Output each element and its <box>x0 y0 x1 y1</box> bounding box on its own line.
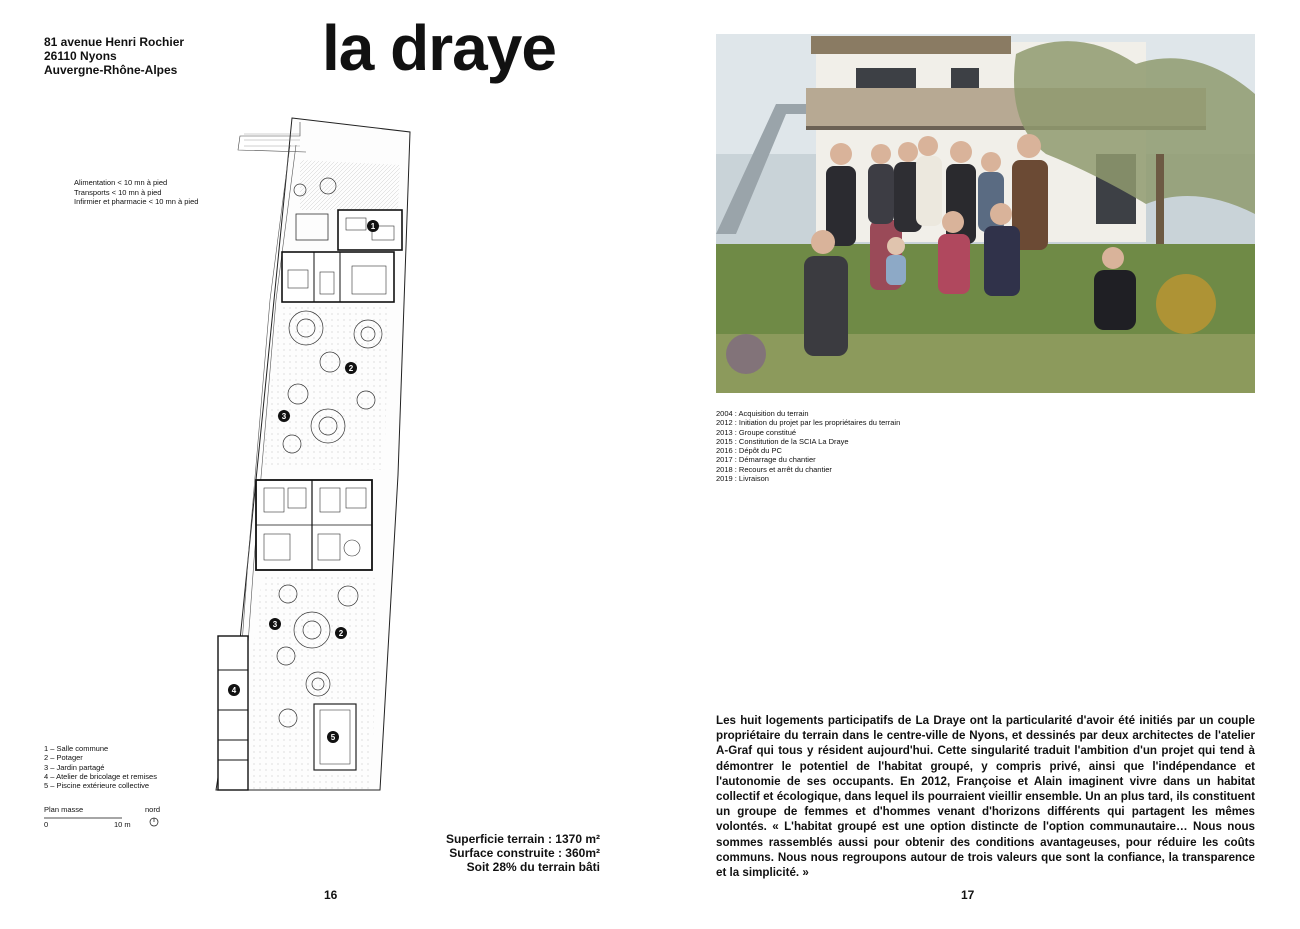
north-label: nord <box>145 805 161 814</box>
legend-item: 3 – Jardin partagé <box>44 762 105 772</box>
stat-line: Superficie terrain : 1370 m² <box>445 832 600 846</box>
right-page <box>650 0 1300 929</box>
timeline-item: 2012 : Initiation du projet par les propriétaires du terrain <box>716 418 901 428</box>
stat-line: Surface construite : 360m² <box>449 846 600 860</box>
marker-2b: 2 <box>338 629 344 638</box>
timeline-item: 2015 : Constitution de la SCIA La Draye <box>716 436 849 446</box>
timeline-item: 2019 : Livraison <box>716 474 769 484</box>
timeline-item: 2017 : Démarrage du chantier <box>716 455 816 465</box>
address-line: Auvergne-Rhône-Alpes <box>44 63 178 77</box>
access-item: Transports < 10 mn à pied <box>74 187 162 197</box>
address-line: 26110 Nyons <box>44 49 117 63</box>
stat-line: Soit 28% du terrain bâti <box>466 860 600 874</box>
timeline-item: 2016 : Dépôt du PC <box>716 446 782 456</box>
access-item: Infirmier et pharmacie < 10 mn à pied <box>74 197 199 206</box>
address-line: 81 avenue Henri Rochier <box>44 35 185 49</box>
surface-stats <box>446 832 600 874</box>
plan-legend <box>44 744 157 790</box>
marker-3: 3 <box>281 412 287 421</box>
timeline <box>716 409 900 483</box>
legend-item: 5 – Piscine extérieure collective <box>44 781 150 791</box>
marker-4: 4 <box>231 686 237 695</box>
scale-block <box>44 805 161 829</box>
timeline-item: 2013 : Groupe constitué <box>716 427 797 437</box>
plan-label: Plan masse <box>44 805 84 814</box>
body-paragraph: Les huit logements participatifs de La Draye ont la particularité d'avoir été initiés par un couple propriétaire du terrain dans le centre-ville de Nyons, et dessinés par deux architectes de l'atelier A-Graf qui tous y résident aujourd'hui. Cette singularité traduit l'ambition d'un projet qui tend à démontrer le potentiel de l'habitat groupé, y compris privé, ainsi que l'indépendance et l'autonomie de ses occupants. En 2012, Françoise et Alain imaginent vivre dans un habitat collectif et écologique, dans lequel ils pourraient vieillir ensemble. Un an plus tard, ils constituent un groupe de femmes et d'hommes venant d'horizons différents qui partagent les mêmes volontés. « L'habitat groupé est une option distincte de l'option communautaire… Nous nous sommes rassemblés aussi pour obtenir des conditions avantageuses, pour réduire les coûts communs. Nous nous regroupons autour de trois valeurs que sont la confiance, la transparence et la simplicité. » <box>716 714 1255 880</box>
page-title: la draye <box>322 12 556 84</box>
timeline-item: 2018 : Recours et arrêt du chantier <box>716 464 832 474</box>
group-photo <box>716 34 1255 393</box>
scale-end: 10 m <box>114 820 131 829</box>
marker-5: 5 <box>330 733 336 742</box>
marker-3b: 3 <box>272 620 278 629</box>
access-item: Alimentation < 10 mn à pied <box>74 178 168 187</box>
legend-item: 1 – Salle commune <box>44 744 109 753</box>
page-number: 16 <box>324 888 338 902</box>
page-number: 17 <box>961 888 975 902</box>
scale-start: 0 <box>44 820 49 829</box>
timeline-item: 2004 : Acquisition du terrain <box>716 409 809 418</box>
marker-1: 1 <box>370 222 376 231</box>
legend-item: 2 – Potager <box>44 753 83 763</box>
marker-2: 2 <box>348 364 354 373</box>
legend-item: 4 – Atelier de bricolage et remises <box>44 771 157 781</box>
